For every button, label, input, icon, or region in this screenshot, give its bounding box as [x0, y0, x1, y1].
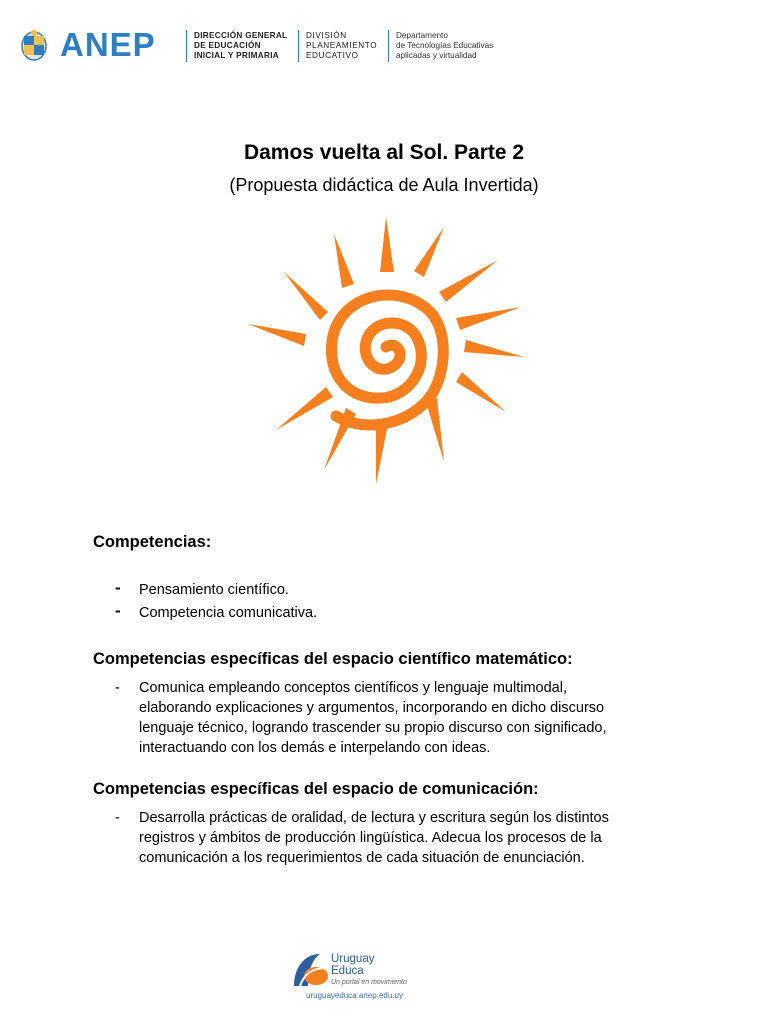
competencias-heading: Competencias:	[93, 533, 212, 551]
bullet-dash: -	[115, 810, 120, 826]
cientifico-paragraph: Comunica empleando conceptos científicos y lenguaje multimodal, elaborando explicaciones y argumentos, incorporando en dicho discurso lenguaje técnico, logrando trascender su propio discurso con significado, interactuando con los demás e interpelando con ideas.	[139, 680, 607, 756]
header-block-departamento: Departamento de Tecnologías Educativas aplicadas y virtualidad	[396, 31, 494, 60]
header-divider	[388, 30, 389, 62]
list-item	[93, 808, 653, 868]
page-subtitle: (Propuesta didáctica de Aula Invertida)	[229, 175, 539, 195]
footer-tagline: Un portal en movimiento	[331, 979, 407, 986]
list-item	[93, 678, 653, 758]
footer-url[interactable]: uruguayeduca.anep.edu.uy	[306, 991, 403, 1000]
anep-logo-text: ANEP	[60, 26, 156, 63]
uruguay-coat-of-arms-icon	[18, 28, 50, 62]
bullet-dash: -	[115, 578, 121, 597]
uruguay-educa-logo-icon	[290, 950, 330, 990]
header-divider	[298, 30, 299, 62]
header-divider	[186, 30, 187, 62]
page-title: Damos vuelta al Sol. Parte 2	[243, 141, 525, 164]
footer-logo-text: Uruguay Educa	[331, 953, 375, 977]
uruguay-educa-footer	[288, 948, 428, 1004]
document-header	[18, 28, 538, 64]
comunicacion-heading: Competencias específicas del espacio de comunicación:	[93, 780, 539, 798]
header-block-division: DIVISIÓN PLANEAMIENTO EDUCATIVO	[306, 31, 378, 60]
header-block-direccion: DIRECCIÓN GENERAL DE EDUCACIÓN INICIAL Y PRIMARIA	[194, 31, 288, 60]
bullet-dash: -	[115, 680, 120, 696]
cientifico-heading: Competencias específicas del espacio científico matemático:	[93, 650, 573, 668]
sun-illustration-icon	[236, 212, 536, 492]
bullet-dash: -	[115, 601, 121, 620]
comunicacion-paragraph: Desarrolla prácticas de oralidad, de lectura y escritura según los distintos registros y ámbitos de producción lingüística. Adecua los procesos de la comunicación a los requerimientos de cada situación de enunciación.	[139, 810, 609, 866]
